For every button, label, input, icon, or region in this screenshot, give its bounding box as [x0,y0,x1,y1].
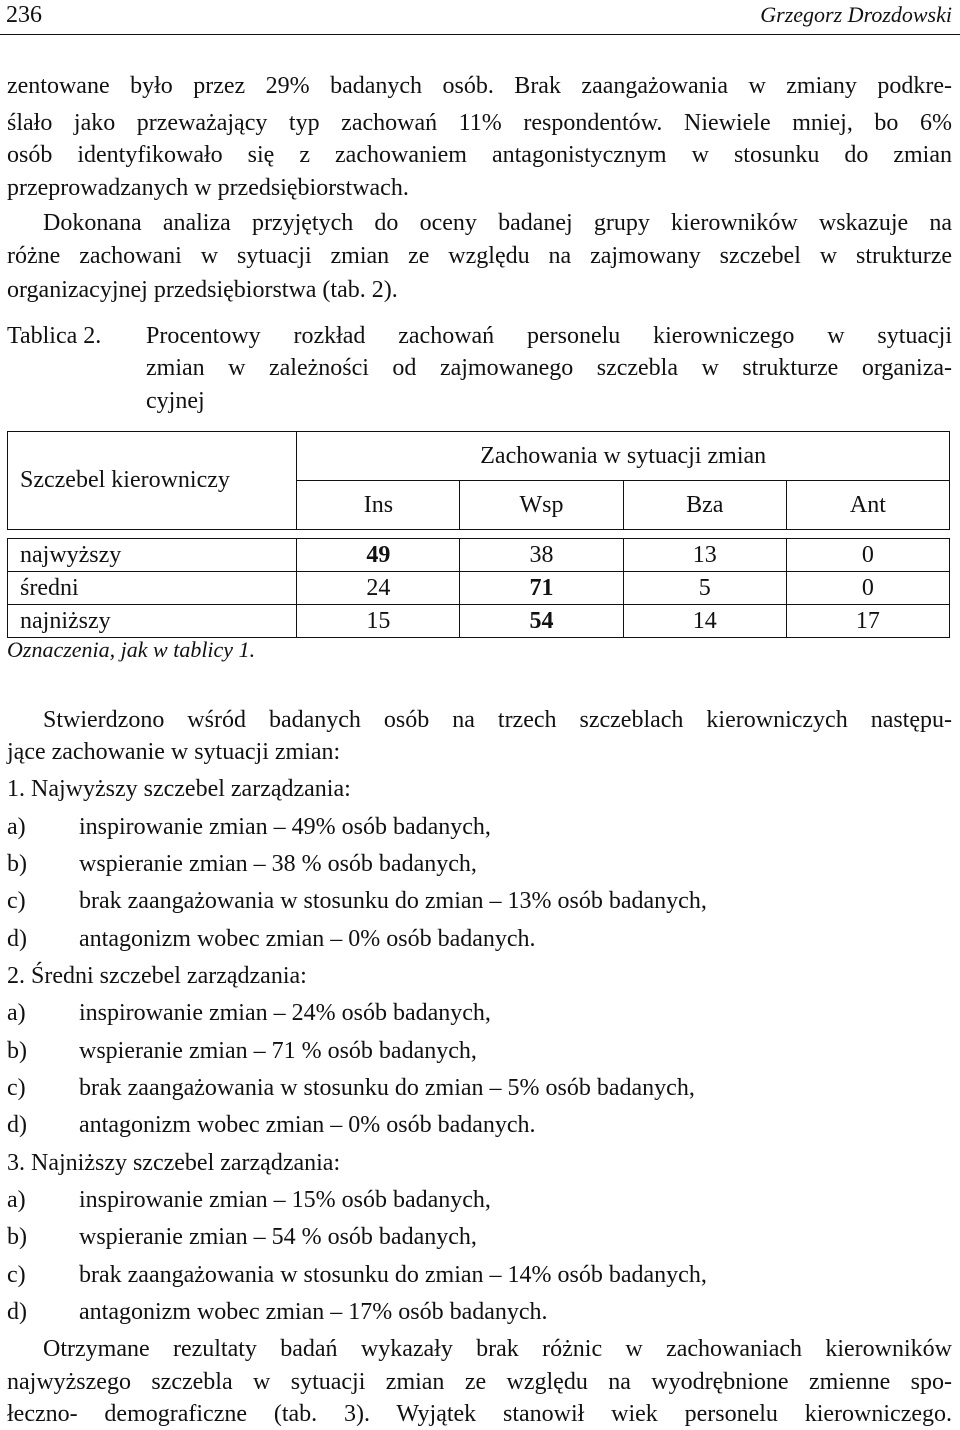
list-letter: d) [7,1112,27,1138]
column-header-bza: Bza [623,481,786,530]
table-corner-header: Szczebel kierowniczy [8,432,297,530]
list-item: wspieranie zmian – 38 % osób badanych, [79,851,477,877]
body-line: jące zachowanie w sytuacji zmian: [7,739,341,765]
body-line: zentowane było przez 29% badanych osób. Brak zaangażowania w zmiany podkre- [7,73,952,99]
table-group-header: Zachowania w sytuacji zmian [297,432,950,481]
data-table [7,431,950,638]
table-cell: 5 [623,572,786,605]
list-letter: c) [7,1262,26,1288]
table-caption-line: zmian w zależności od zajmowanego szczebla w strukturze organiza- [146,355,952,381]
list-item: brak zaangażowania w stosunku do zmian – 14% osób badanych, [79,1262,707,1288]
column-header-ins: Ins [297,481,460,530]
list-item: inspirowanie zmian – 15% osób badanych, [79,1187,491,1213]
table-cell: 54 [460,605,623,638]
body-line: organizacyjnej przedsiębiorstwa (tab. 2). [7,277,398,303]
table-cell: 13 [623,539,786,572]
list-item: inspirowanie zmian – 24% osób badanych, [79,1000,491,1026]
list-item: antagonizm wobec zmian – 17% osób badanych. [79,1299,548,1325]
list-letter: d) [7,926,27,952]
body-line: Stwierdzono wśród badanych osób na trzech szczeblach kierowniczych następu- [43,707,952,733]
list-item: inspirowanie zmian – 49% osób badanych, [79,814,491,840]
body-line: przeprowadzanych w przedsiębiorstwach. [7,175,409,201]
list-letter: b) [7,1038,27,1064]
list-item: antagonizm wobec zmian – 0% osób badanych. [79,926,536,952]
list-letter: a) [7,814,26,840]
page-header [0,0,960,35]
body-line: ślało jako przeważający typ zachowań 11% respondentów. Niewiele mniej, bo 6% [7,110,952,136]
table-cell: 15 [297,605,460,638]
page-number: 236 [6,2,42,28]
table-cell: 17 [786,605,949,638]
list-letter: b) [7,1224,27,1250]
table-caption-line: cyjnej [146,388,205,414]
list-letter: d) [7,1299,27,1325]
row-label: najniższy [8,605,297,638]
table-cell: 0 [786,572,949,605]
running-title: Grzegorz Drozdowski [760,2,952,27]
body-line: łeczno- demograficzne (tab. 3). Wyjątek stanowił wiek personelu kierowniczego. [7,1401,952,1427]
body-line: Otrzymane rezultaty badań wykazały brak różnic w zachowaniach kierowników [43,1336,952,1362]
list-item: antagonizm wobec zmian – 0% osób badanych. [79,1112,536,1138]
table-cell: 71 [460,572,623,605]
body-line: Dokonana analiza przyjętych do oceny badanej grupy kierowników wskazuje na [43,210,952,236]
table-cell: 14 [623,605,786,638]
table-spacer [8,530,950,539]
list-item: wspieranie zmian – 54 % osób badanych, [79,1224,477,1250]
column-header-ant: Ant [786,481,949,530]
column-header-wsp: Wsp [460,481,623,530]
list-heading: 2. Średni szczebel zarządzania: [7,963,307,989]
list-letter: a) [7,1187,26,1213]
list-letter: b) [7,851,27,877]
table-cell: 24 [297,572,460,605]
list-letter: a) [7,1000,26,1026]
table-row [8,572,950,605]
table-row [8,605,950,638]
table-cell: 38 [460,539,623,572]
table-caption-line: Procentowy rozkład zachowań personelu kierowniczego w sytuacji [146,323,952,349]
table-row [8,539,950,572]
list-heading: 3. Najniższy szczebel zarządzania: [7,1150,341,1176]
row-label: średni [8,572,297,605]
list-letter: c) [7,888,26,914]
list-item: brak zaangażowania w stosunku do zmian – 5% osób badanych, [79,1075,695,1101]
table-cell: 0 [786,539,949,572]
body-line: różne zachowani w sytuacji zmian ze względu na zajmowany szczebel w strukturze [7,243,952,269]
list-item: wspieranie zmian – 71 % osób badanych, [79,1038,477,1064]
table-cell: 49 [297,539,460,572]
list-letter: c) [7,1075,26,1101]
row-label: najwyższy [8,539,297,572]
list-heading: 1. Najwyższy szczebel zarządzania: [7,776,351,802]
body-line: najwyższego szczebla w sytuacji zmian ze względu na wyodrębnione zmienne spo- [7,1369,952,1395]
body-line: osób identyfikowało się z zachowaniem antagonistycznym w stosunku do zmian [7,142,952,168]
table-caption-label: Tablica 2. [7,323,102,349]
table-note: Oznaczenia, jak w tablicy 1. [7,637,256,662]
list-item: brak zaangażowania w stosunku do zmian – 13% osób badanych, [79,888,707,914]
